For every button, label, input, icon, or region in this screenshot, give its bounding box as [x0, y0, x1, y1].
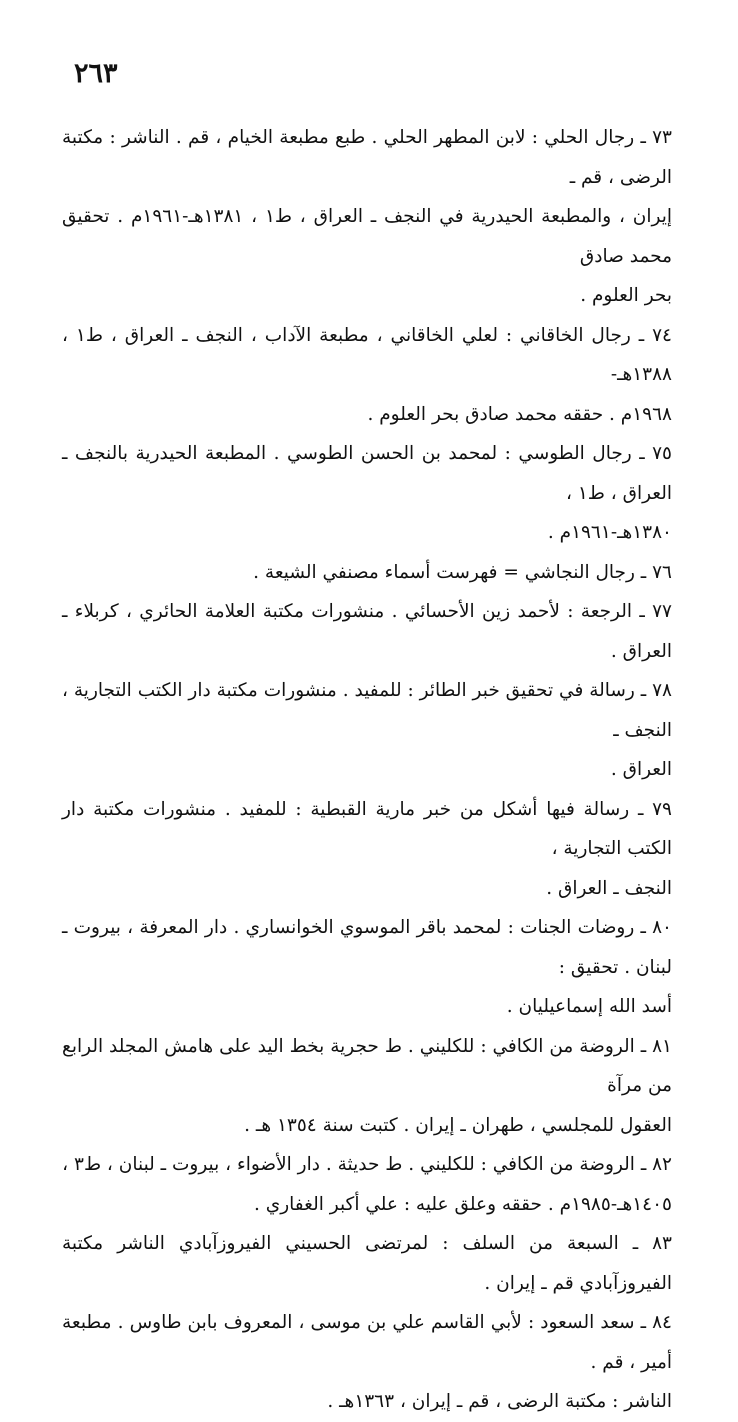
bibliography-entry-74: [62, 316, 672, 435]
entry-line: ٧٤ ـ رجال الخاقاني : لعلي الخاقاني ، مطبعة الآداب ، النجف ـ العراق ، ط١ ، ١٣٨٨هـ-: [62, 324, 672, 385]
entry-line: ٨٢ ـ الروضة من الكافي : للكليني . ط حديثة . دار الأضواء ، بيروت ـ لبنان ، ط٣ ،: [62, 1154, 672, 1175]
bibliography-entry-83: [62, 1224, 672, 1303]
bibliography-list: [62, 118, 672, 1422]
entry-line: ٧٨ ـ رسالة في تحقيق خبر الطائر : للمفيد . منشورات مكتبة دار الكتب التجارية ، النجف ـ: [62, 680, 672, 741]
bibliography-entry-82: [62, 1145, 672, 1224]
entry-line: ٧٣ ـ رجال الحلي : لابن المطهر الحلي . طبع مطبعة الخيام ، قم . الناشر : مكتبة الرضى ، قم ـ: [62, 127, 672, 188]
entry-line: ٨١ ـ الروضة من الكافي : للكليني . ط حجرية بخط اليد على هامش المجلد الرابع من مرآة: [62, 1035, 672, 1096]
bibliography-entry-77: [62, 592, 672, 671]
entry-line: ١٩٦٨م . حققه محمد صادق بحر العلوم .: [367, 403, 672, 425]
entry-line: أسد الله إسماعيليان .: [506, 996, 672, 1017]
entry-line: العقول للمجلسي ، طهران ـ إيران . كتبت سنة ١٣٥٤ هـ .: [244, 1114, 672, 1136]
entry-line: العراق .: [610, 759, 672, 780]
entry-line: ٧٩ ـ رسالة فيها أشكل من خبر مارية القبطية : للمفيد . منشورات مكتبة دار الكتب التجارية ،: [62, 798, 672, 859]
entry-line: النجف ـ العراق .: [546, 877, 672, 899]
entry-line: ٨٠ ـ روضات الجنات : لمحمد باقر الموسوي الخوانساري . دار المعرفة ، بيروت ـ لبنان . تحقيق :: [62, 917, 672, 978]
bibliography-entry-79: [62, 790, 672, 909]
entry-line: ١٤٠٥هـ-١٩٨٥م . حققه وعلق عليه : علي أكبر الغفاري .: [253, 1193, 672, 1215]
bibliography-entry-73: [62, 118, 672, 316]
entry-line: ٧٥ ـ رجال الطوسي : لمحمد بن الحسن الطوسي . المطبعة الحيدرية بالنجف ـ العراق ، ط١ ،: [62, 443, 672, 504]
bibliography-entry-76: [62, 553, 672, 593]
bibliography-entry-78: [62, 671, 672, 790]
bibliography-entry-80: [62, 908, 672, 1027]
entry-line: إيران ، والمطبعة الحيدرية في النجف ـ العراق ، ط١ ، ١٣٨١هـ-١٩٦١م . تحقيق محمد صادق: [62, 206, 672, 267]
page-number: ٢٦٣: [74, 58, 118, 89]
entry-line: الناشر : مكتبة الرضى ، قم ـ إيران ، ١٣٦٣هـ .: [327, 1391, 672, 1412]
entry-line: ٧٧ ـ الرجعة : لأحمد زين الأحسائي . منشورات مكتبة العلامة الحائري ، كربلاء ـ العراق .: [62, 601, 672, 662]
entry-line: بحر العلوم .: [580, 285, 672, 306]
bibliography-entry-84: [62, 1303, 672, 1422]
entry-line: ١٣٨٠هـ-١٩٦١م .: [547, 522, 672, 543]
bibliography-entry-81: [62, 1027, 672, 1146]
bibliography-entry-75: [62, 434, 672, 553]
entry-line: ٧٦ ـ رجال النجاشي = فهرست أسماء مصنفي الشيعة .: [253, 561, 672, 583]
entry-line: ٨٣ ـ السبعة من السلف : لمرتضى الحسيني الفيروزآبادي الناشر مكتبة الفيروزآبادي قم ـ إيران .: [62, 1233, 672, 1294]
entry-line: ٨٤ ـ سعد السعود : لأبي القاسم علي بن موسى ، المعروف بابن طاوس . مطبعة أمير ، قم .: [62, 1312, 672, 1373]
